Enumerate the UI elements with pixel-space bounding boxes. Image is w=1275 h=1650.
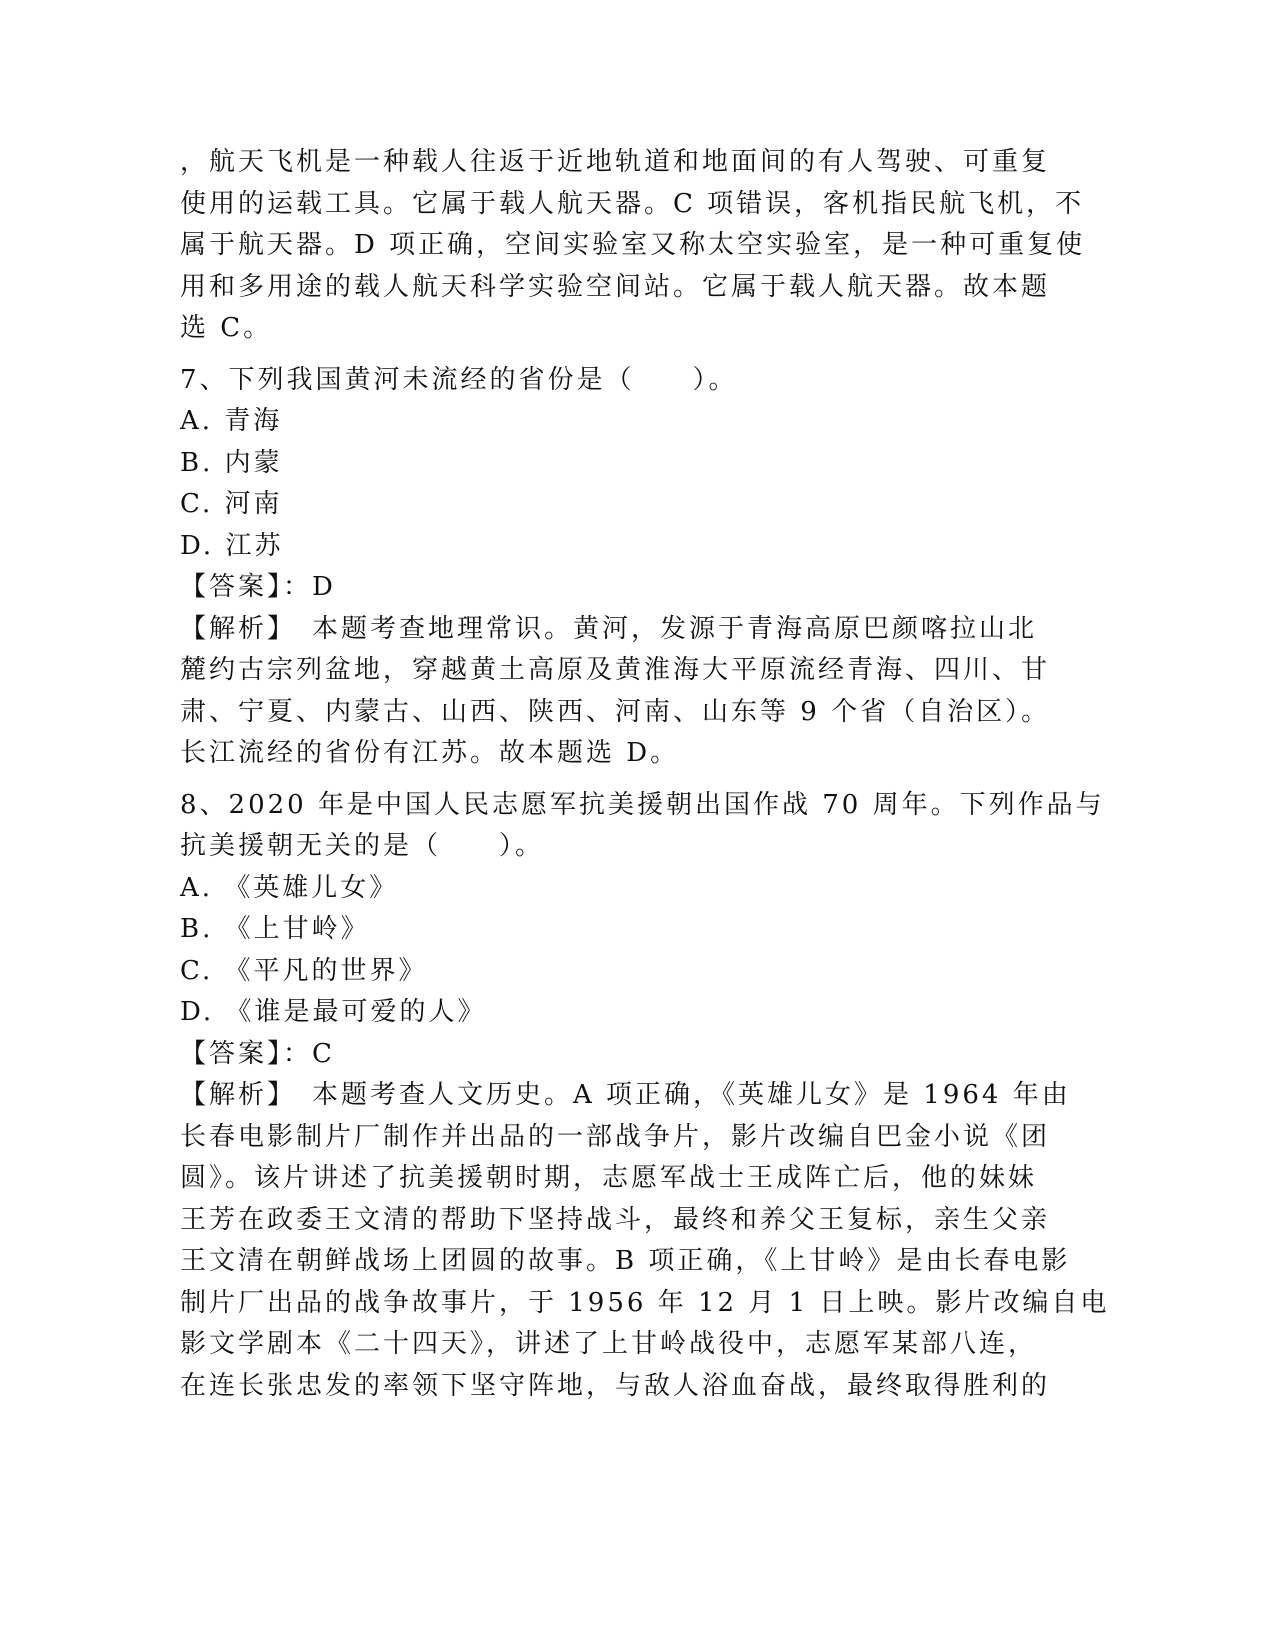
paragraph-gap	[180, 350, 1040, 360]
option-c: C. 河南	[180, 489, 283, 519]
analysis-line: 影文学剧本《二十四天》，讲述了上甘岭战役中，志愿军某部八连，	[180, 1329, 1038, 1359]
analysis-line: 肃、宁夏、内蒙古、山西、陕西、河南、山东等 9 个省（自治区）。	[180, 696, 1051, 727]
option-a: A. 《英雄儿女》	[180, 872, 399, 903]
text-line: ，航天飞机是一种载人往返于近地轨道和地面间的有人驾驶、可重复	[180, 147, 1051, 177]
analysis-line: 在连长张忠发的率领下坚守阵地，与敌人浴血奋战，最终取得胜利的	[180, 1370, 1051, 1401]
answer-line: 【答案】：D	[180, 572, 336, 602]
analysis-line: 长春电影制片厂制作并出品的一部战争片，影片改编自巴金小说《团	[180, 1121, 1051, 1152]
option-b: B. 内蒙	[180, 447, 283, 478]
document-page	[180, 142, 1110, 1407]
analysis-line: 【解析】 本题考查地理常识。黄河，发源于青海高原巴颜喀拉山北	[180, 613, 1038, 644]
analysis-line: 麓约古宗列盆地，穿越黄土高原及黄淮海大平原流经青海、四川、甘	[180, 655, 1051, 685]
question-stem: 抗美援朝无关的是（ ）。	[180, 831, 545, 861]
option-d: D. 江苏	[180, 530, 284, 561]
option-c: C. 《平凡的世界》	[180, 955, 428, 986]
option-d: D. 《谁是最可爱的人》	[180, 997, 487, 1027]
question-8	[180, 785, 1110, 1408]
analysis-line: 圆》。该片讲述了抗美援朝时期，志愿军战士王成阵亡后，他的妹妹	[180, 1163, 1038, 1193]
text-line: 属于航天器。D 项正确，空间实验室又称太空实验室，是一种可重复使	[180, 230, 1086, 260]
analysis-line: 王芳在政委王文清的帮助下坚持战斗，最终和养父王复标，亲生父亲	[180, 1204, 1051, 1235]
answer-line: 【答案】：C	[180, 1038, 335, 1069]
option-a: A. 青海	[180, 406, 283, 436]
analysis-line: 【解析】 本题考查人文历史。A 项正确，《英雄儿女》是 1964 年由	[180, 1080, 1071, 1110]
paragraph-gap	[180, 775, 1040, 785]
text-line: 使用的运载工具。它属于载人航天器。C 项错误，客机指民航飞机，不	[180, 188, 1085, 219]
analysis-line: 制片厂出品的战争故事片，于 1956 年 12 月 1 日上映。影片改编自电	[180, 1287, 1110, 1318]
option-b: B. 《上甘岭》	[180, 914, 370, 944]
explanation-continued	[180, 142, 1086, 350]
text-line: 用和多用途的载人航天科学实验空间站。它属于载人航天器。故本题	[180, 271, 1051, 302]
question-stem: 7、下列我国黄河未流经的省份是（ ）。	[180, 364, 738, 395]
question-7	[180, 360, 1051, 775]
question-stem: 8、2020 年是中国人民志愿军抗美援朝出国作战 70 周年。下列作品与	[180, 789, 1105, 820]
text-line: 选 C。	[180, 313, 273, 343]
analysis-line: 长江流经的省份有江苏。故本题选 D。	[180, 738, 680, 768]
analysis-line: 王文清在朝鲜战场上团圆的故事。B 项正确，《上甘岭》是由长春电影	[180, 1246, 1071, 1276]
